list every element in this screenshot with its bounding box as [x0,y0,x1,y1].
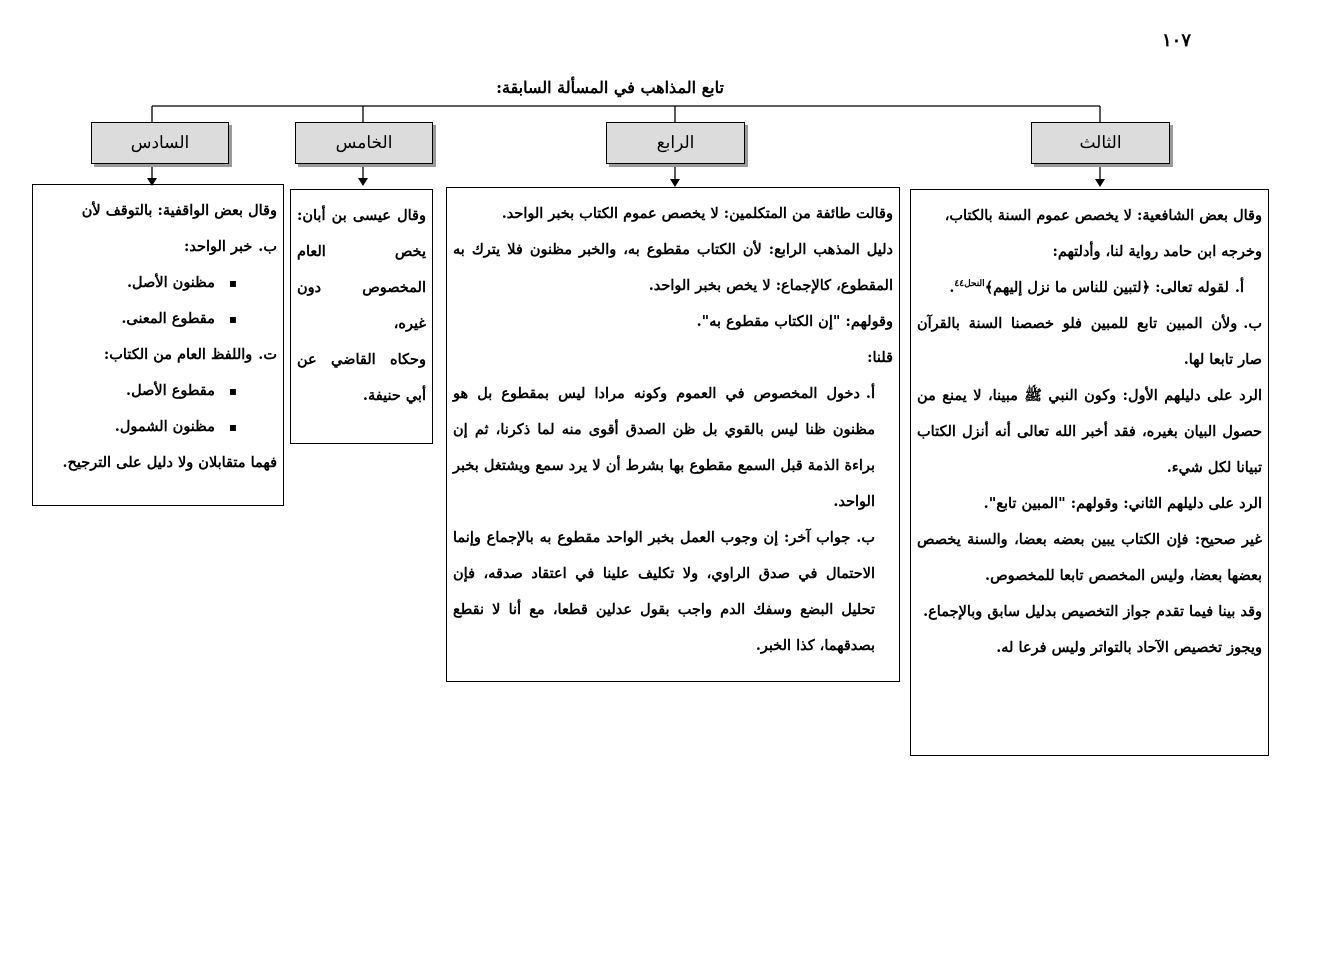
sixth-b-item-1: ▪ مظنون الأصل. [39,265,277,301]
heading-sixth: السادس [91,122,229,164]
fifth-intro: وقال عيسى بن أبان: يخص العام المخصوص دون غيره، [297,207,426,332]
diagram-title: تابع المذاهب في المسألة السابقة: [496,78,724,97]
fourth-claim: وقولهم: "إن الكتاب مقطوع به". [696,313,893,330]
third-a-label: أ. [1234,279,1244,296]
fourth-b-label: ب. [856,529,875,546]
sixth-b-text: خبر الواحد: [184,238,253,255]
box-sixth [32,184,284,506]
third-b-label: ب. [1243,315,1262,332]
page-number: ١٠٧ [1162,30,1192,51]
fourth-intro: وقالت طائفة من المتكلمين: لا يخصص عموم الكتاب بخبر الواحد. [501,205,893,222]
fourth-response-intro: قلنا: [867,349,893,366]
sixth-intro: وقال بعض الواقفية: بالتوقف لأن [81,202,277,219]
third-evidence-b [917,306,1262,378]
fourth-b-text: جواب آخر: إن وجوب العمل بخبر الواحد مقطوع به بالإجماع وإنما الاحتمال في صدق الراوي، ولا تكليف علينا في اعتقاد صدقه، فإن تحليل البضع وسفك الدم واجب بقول عدلين قطعا، مع أنا لا نقطع بصدقهما، كذا الخبر. [453,529,875,654]
arrow-head-fourth [670,179,680,187]
third-conclusion: ويجوز تخصيص الآحاد بالتواتر وليس فرعا له. [996,639,1262,656]
third-b-text: ولأن المبين تابع للمبين فلو خصصنا السنة بالقرآن صار تابعا لها. [917,315,1262,368]
fourth-a-text: دخول المخصوص في العموم وكونه مرادا ليس بمقطوع بل هو مظنون ظنا ليس بالقوي بل ظن الصدق أقوى منه لما ذكرنا، ثم إن براءة الذمة قبل السمع مقطوع بها بشرط أن لا يرد سمع ويشتغل بخبر الواحد. [453,385,875,510]
third-intro-2: وخرجه ابن حامد رواية لنا، وأدلتهم: [1052,243,1262,260]
sixth-conclusion: فهما متقابلان ولا دليل على الترجيح. [62,454,277,471]
third-evidence-a: أ.لقوله تعالى: ﴿لتبين للناس ما نزل إليهم﴾$^{النحل٤٤}$. [949,279,1244,296]
fifth-attribution: وحكاه القاضي عن أبي حنيفة. [297,351,426,404]
sixth-t-item-2: ▪ مظنون الشمول. [39,409,277,445]
third-a-reference: النحل٤٤ [954,279,985,290]
heading-fifth: الخامس [295,122,433,164]
box-third [910,189,1269,756]
fourth-evidence: دليل المذهب الرابع: لأن الكتاب مقطوع به، والخبر مظنون فلا يترك به المقطوع، كالإجماع: لا يخص بخبر الواحد. [453,241,893,294]
heading-fourth: الرابع [606,122,745,164]
third-rebuttal-2: الرد على دليلهم الثاني: وقولهم: "المبين تابع". [983,495,1262,512]
third-rebuttal-1: الرد على دليلهم الأول: وكون النبي ﷺ مبينا، لا يمنع من حصول البيان بغيره، فقد أخبر الله تعالى أنه أنزل الكتاب تبيانا لكل شيء. [917,387,1262,476]
arrow-head-fifth [358,178,368,186]
third-note: وقد بينا فيما تقدم جواز التخصيص بدليل سابق وبالإجماع. [923,603,1262,620]
third-a-text: لقوله تعالى: ﴿لتبين للناس ما نزل إليهم﴾ [984,279,1229,296]
arrow-head-third [1095,179,1105,187]
sixth-b-item-2: ▪ مقطوع المعنى. [39,301,277,337]
sixth-b-line [39,229,277,265]
sixth-t-text: واللفظ العام من الكتاب: [103,346,253,363]
fourth-response-b [453,520,893,664]
box-fifth [290,189,433,444]
third-rebuttal-2-detail: غير صحيح: فإن الكتاب يبين بعضه بعضا، والسنة يخصص بعضها بعضا، وليس المخصص تابعا للمخصوص. [917,531,1262,584]
sixth-t-item-1: ▪ مقطوع الأصل. [39,373,277,409]
fourth-a-label: أ. [865,385,875,402]
heading-third: الثالث [1031,122,1170,164]
sixth-t-label: ت. [258,346,277,363]
sixth-t-line [39,337,277,373]
sixth-b-label: ب. [258,238,277,255]
box-fourth [446,187,900,682]
fourth-response-a [453,376,893,520]
third-intro: وقال بعض الشافعية: لا يخصص عموم السنة بالكتاب، [944,207,1262,224]
